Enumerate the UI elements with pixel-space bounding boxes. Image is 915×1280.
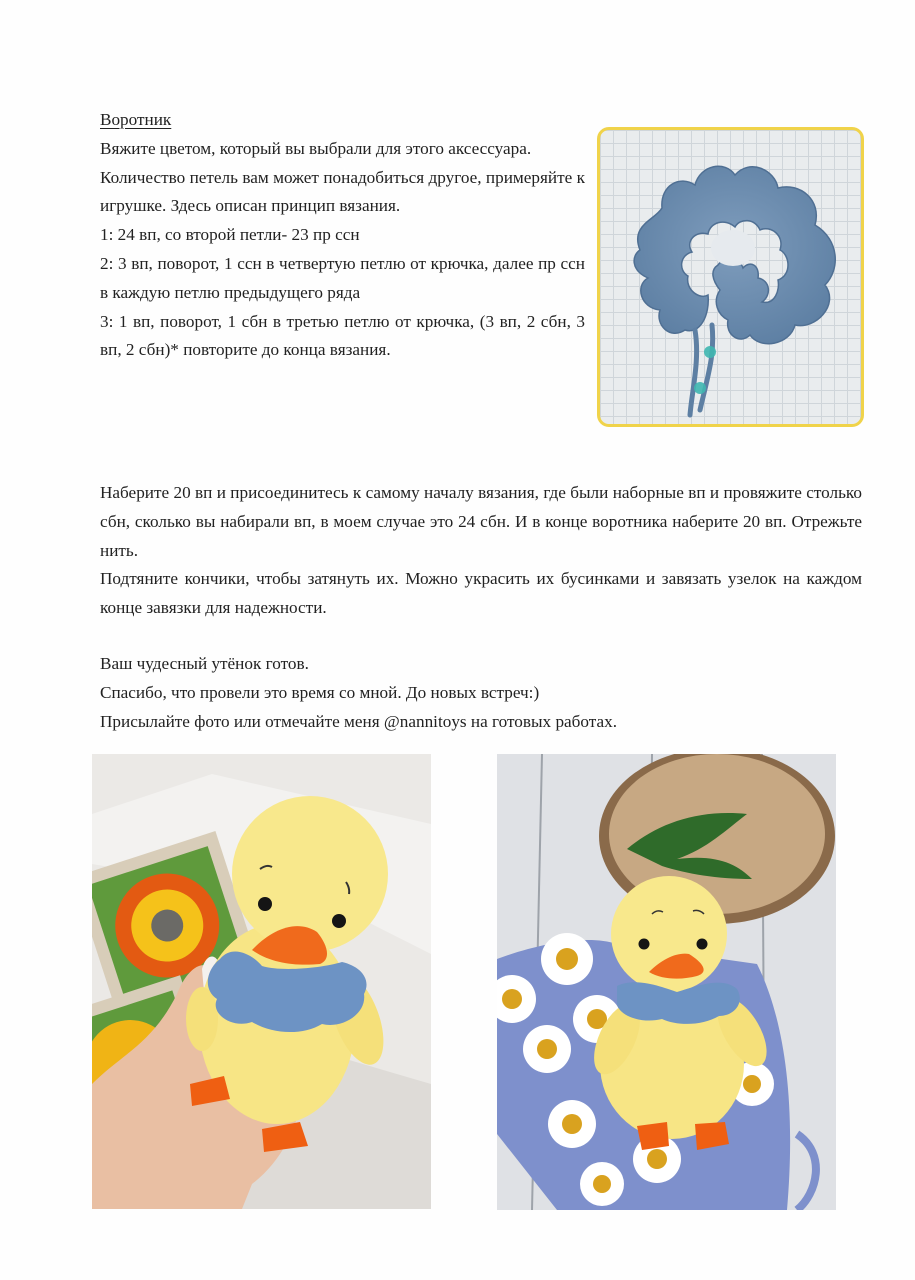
row-1-instruction: 1: 24 вп, со второй петли- 23 пр ссн bbox=[100, 225, 360, 245]
finishing-instructions bbox=[100, 479, 862, 623]
duck-on-blanket-photo bbox=[497, 754, 836, 1210]
finishing-paragraph-1: Наберите 20 вп и присоединитесь к самому началу вязания, где были наборные вп и провяжите столько сбн, сколько вы набирали вп, в моем случае это 24 сбн. И в конце воротника наберите 20 вп. Отрежьте нить. bbox=[100, 483, 862, 560]
closing-line-3: Присылайте фото или отмечайте меня @nannitoys на готовых работах. bbox=[100, 711, 618, 731]
intro-paragraph-2: Количество петель вам может понадобиться другое, примеряйте к игрушке. Здесь описан принцип вязания. bbox=[100, 167, 585, 216]
closing-line-1: Ваш чудесный утёнок готов. bbox=[100, 654, 309, 673]
duck-on-blanket-illustration bbox=[497, 754, 836, 1210]
row-2-instruction: 2: 3 вп, поворот, 1 ссн в четвертую петлю от крючка, далее пр ссн в каждую петлю предыдущего ряда bbox=[100, 253, 585, 302]
closing-line-2: Спасибо, что провели это время со мной. До новых встреч:) bbox=[100, 682, 540, 702]
section-heading: Воротник bbox=[100, 110, 172, 129]
collar-illustration bbox=[600, 130, 861, 424]
collar-photo bbox=[597, 127, 864, 427]
duck-in-hand-illustration bbox=[92, 754, 431, 1209]
duck-in-hand-photo bbox=[92, 754, 431, 1209]
row-3-instruction: 3: 1 вп, поворот, 1 сбн в третью петлю от крючка, (3 вп, 2 сбн, 3 вп, 2 сбн)* повторите до конца вязания. bbox=[100, 311, 585, 360]
collar-instructions bbox=[100, 106, 585, 365]
finishing-paragraph-2: Подтяните кончики, чтобы затянуть их. Можно украсить их бусинками и завязать узелок на каждом конце завязки для надежности. bbox=[100, 569, 862, 618]
closing-message bbox=[100, 650, 800, 736]
intro-paragraph-1: Вяжите цветом, который вы выбрали для этого аксессуара. bbox=[100, 138, 532, 158]
